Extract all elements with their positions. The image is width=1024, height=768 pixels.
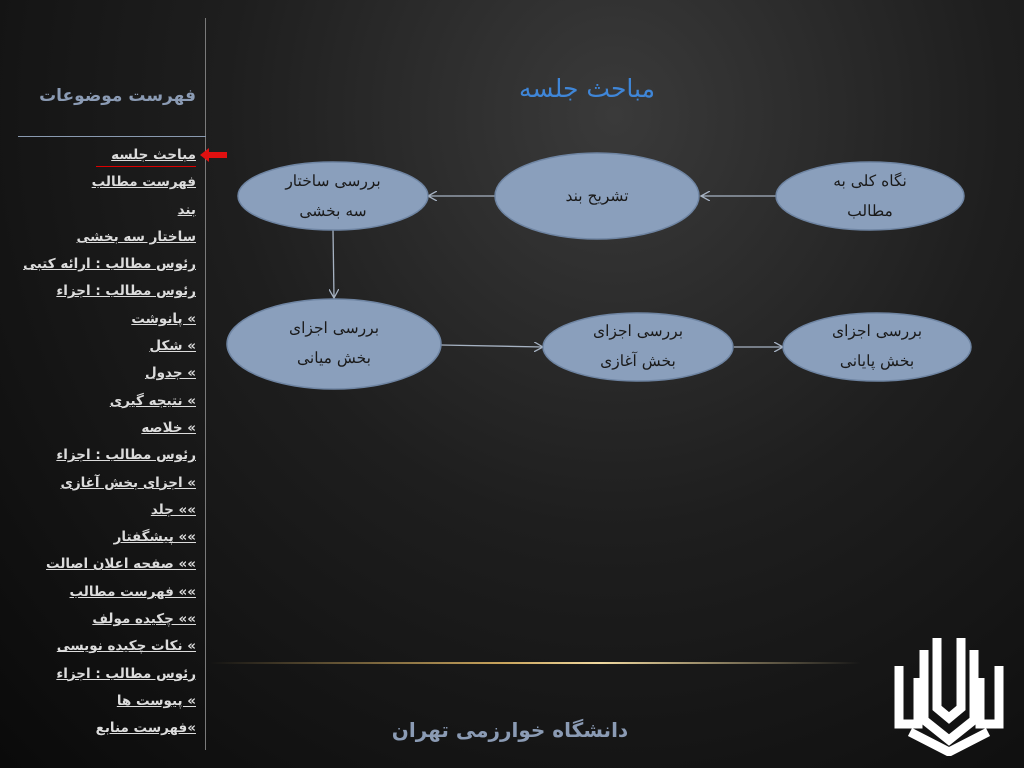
- topic-link[interactable]: » نتیجه گیری: [109, 392, 196, 409]
- university-logo-icon: [890, 628, 1008, 756]
- topic-link[interactable]: رئوس مطالب : اجزاء: [56, 283, 196, 300]
- topic-link[interactable]: » جدول: [144, 365, 196, 382]
- topic-link[interactable]: » نکات چکیده نویسی: [56, 638, 196, 655]
- node-intro-line-2: بخش آغازی: [600, 352, 676, 370]
- topic-link[interactable]: رئوس مطالب : اجزاء: [56, 665, 196, 682]
- node-intro-label: [558, 316, 718, 376]
- topic-link[interactable]: مباحث جلسه: [111, 147, 196, 163]
- page-title: مباحث جلسه: [519, 74, 655, 103]
- topic-link[interactable]: »» پیشگفتار: [113, 529, 196, 546]
- node-structure-line-2: سه بخشی: [299, 202, 367, 220]
- footer-gold-divider: [210, 662, 860, 664]
- sidebar-title: فهرست موضوعات: [39, 86, 196, 106]
- node-middle-label: [254, 313, 414, 373]
- node-middle-line-1: بررسی اجزای: [288, 319, 380, 337]
- node-structure-line-1: بررسی ساختار: [285, 172, 381, 190]
- topic-link[interactable]: » اجزای بخش آغازی: [60, 474, 196, 491]
- node-overview-line-2: مطالب: [847, 202, 893, 220]
- node-overview-line-1: نگاه کلی به: [833, 172, 907, 190]
- node-final-line-2: بخش پایانی: [839, 352, 915, 370]
- node-final-line-1: بررسی اجزای: [831, 322, 923, 340]
- node-structure-label: [253, 166, 413, 226]
- topic-link[interactable]: ساختار سه بخشی: [76, 228, 196, 245]
- footer-university-name: دانشگاه خوارزمی تهران: [391, 718, 629, 742]
- node-middle-line-2: بخش میانی: [297, 349, 371, 367]
- topic-link[interactable]: »» چکیده مولف: [92, 611, 196, 628]
- topic-link[interactable]: رئوس مطالب : ارائه کتبی: [23, 256, 196, 273]
- topic-link[interactable]: » خلاصه: [141, 419, 196, 436]
- topic-link[interactable]: »» فهرست مطالب: [69, 583, 196, 600]
- edge-middle-to-intro: [441, 345, 543, 347]
- topic-link[interactable]: بند: [177, 201, 196, 218]
- topic-link[interactable]: » پانوشت: [131, 310, 196, 327]
- topic-link[interactable]: »فهرست منابع: [95, 720, 196, 737]
- node-overview-label: [790, 166, 950, 226]
- topic-link[interactable]: » پیوست ها: [116, 692, 196, 709]
- node-intro-line-1: بررسی اجزای: [592, 322, 684, 340]
- node-band-line-1: تشریح بند: [565, 187, 629, 205]
- edge-structure-to-middle: [333, 230, 334, 298]
- topic-link[interactable]: رئوس مطالب : اجزاء: [56, 447, 196, 464]
- node-band-label: [517, 181, 677, 211]
- topic-link[interactable]: »» جلد: [150, 501, 196, 518]
- topic-link[interactable]: »» صفحه اعلان اصالت: [46, 556, 196, 573]
- topic-link[interactable]: فهرست مطالب: [91, 174, 196, 191]
- topic-link[interactable]: » شکل: [149, 338, 196, 355]
- node-final-label: [797, 316, 957, 376]
